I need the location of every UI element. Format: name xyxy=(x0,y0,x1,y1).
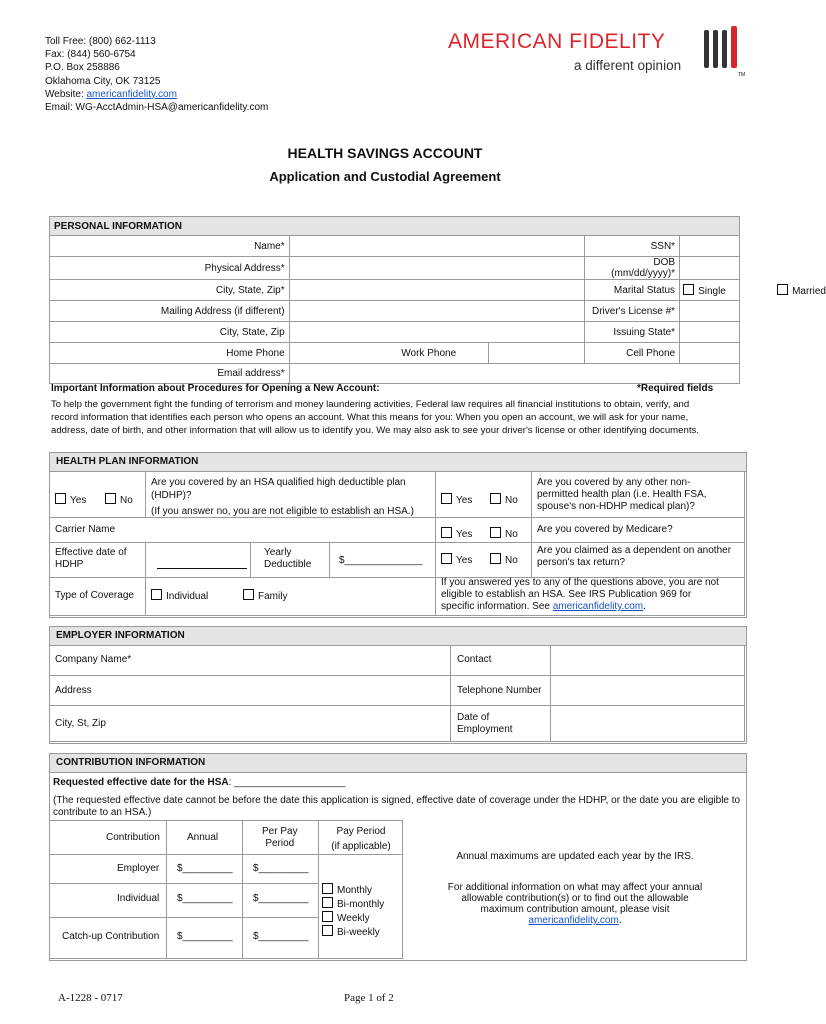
contact-field[interactable] xyxy=(550,645,745,676)
employer-per-pay-field[interactable]: $_________ xyxy=(253,863,309,874)
dependent-no-checkbox[interactable] xyxy=(490,553,501,564)
city-address: Oklahoma City, OK 73125 xyxy=(45,75,161,87)
form-id: A-1228 - 0717 xyxy=(58,992,123,1004)
employer-header: EMPLOYER INFORMATION xyxy=(50,627,746,646)
drivers-license-label: Driver's License #* xyxy=(585,301,680,322)
employer-address-label: Address xyxy=(55,685,92,696)
fax: Fax: (844) 560-6754 xyxy=(45,49,136,61)
page-number: Page 1 of 2 xyxy=(344,992,394,1004)
individual-annual-field[interactable]: $_________ xyxy=(177,893,233,904)
dependent-yes[interactable]: Yes xyxy=(441,553,472,566)
additional-info-link[interactable]: americanfidelity.com xyxy=(528,915,619,926)
weekly-option[interactable]: Weekly xyxy=(322,911,384,925)
employer-city-label: City, St, Zip xyxy=(55,718,106,729)
physical-address-field[interactable] xyxy=(289,257,584,280)
city-state-zip-2-field[interactable] xyxy=(289,322,584,343)
medicare-yes-checkbox[interactable] xyxy=(441,527,452,538)
dob-field[interactable] xyxy=(680,257,740,280)
contact-label: Contact xyxy=(457,654,492,665)
hdhp-no[interactable]: No xyxy=(105,493,133,506)
toll-free: Toll Free: (800) 662-1113 xyxy=(45,36,156,47)
personal-info-table xyxy=(49,216,826,384)
city-state-zip-field[interactable] xyxy=(289,280,584,301)
annual-max-note: Annual maximums are updated each year by the IRS. xyxy=(456,851,694,862)
personal-info-header: PERSONAL INFORMATION xyxy=(50,217,740,236)
pay-period-options xyxy=(322,883,384,939)
mailing-address-label: Mailing Address (if different) xyxy=(50,301,290,322)
bimonthly-option[interactable]: Bi-monthly xyxy=(322,897,384,911)
single-option[interactable]: Single xyxy=(683,284,726,297)
date-employment-label: Date of Employment xyxy=(457,712,513,735)
marital-status-options xyxy=(680,280,826,301)
effective-date-label: Effective date of HDHP xyxy=(55,547,127,570)
telephone-field[interactable] xyxy=(550,675,745,706)
effective-date-field[interactable] xyxy=(157,568,247,569)
individual-row-label: Individual xyxy=(117,893,160,904)
cell-phone-field[interactable] xyxy=(680,343,740,364)
work-phone-cell[interactable] xyxy=(401,343,585,364)
telephone-label: Telephone Number xyxy=(457,685,542,696)
work-phone-label: Work Phone xyxy=(401,347,457,359)
requested-date-line: Requested effective date for the HSA: ____________________ xyxy=(53,777,346,788)
contribution-header: CONTRIBUTION INFORMATION xyxy=(50,754,746,773)
contact-block xyxy=(45,35,268,114)
mailing-address-field[interactable] xyxy=(289,301,584,322)
other-plan-no[interactable]: No xyxy=(490,493,518,506)
deductible-field[interactable]: $______________ xyxy=(339,555,423,566)
yearly-deductible-label: Yearly Deductible xyxy=(264,547,312,570)
home-phone-label: Home Phone xyxy=(50,343,290,364)
col-pay-period: Pay Period (if applicable) xyxy=(331,826,391,852)
name-label: Name* xyxy=(50,236,290,257)
medicare-no[interactable]: No xyxy=(490,527,518,540)
catchup-per-pay-field[interactable]: $_________ xyxy=(253,931,309,942)
dependent-no[interactable]: No xyxy=(490,553,518,566)
eligibility-link[interactable]: americanfidelity.com xyxy=(552,601,644,612)
hdhp-yes-checkbox[interactable] xyxy=(55,493,66,504)
monthly-checkbox[interactable] xyxy=(322,883,333,894)
page-subtitle: Application and Custodial Agreement xyxy=(269,169,501,184)
logo-name: AMERICAN FIDELITY xyxy=(448,30,666,53)
catchup-row-label: Catch-up Contribution xyxy=(62,931,160,942)
home-phone-field[interactable] xyxy=(289,343,489,364)
dependent-yes-checkbox[interactable] xyxy=(441,553,452,564)
coverage-type-label: Type of Coverage xyxy=(55,590,134,601)
ssn-field[interactable] xyxy=(680,236,740,257)
biweekly-option[interactable]: Bi-weekly xyxy=(322,925,384,939)
bimonthly-checkbox[interactable] xyxy=(322,897,333,908)
email-field[interactable] xyxy=(289,364,739,384)
po-box: P.O. Box 258886 xyxy=(45,62,120,74)
eligibility-note: If you answered yes to any of the questions above, you are not eligible to establish an HSA. See IRS Publication 969 for specific information. See americanfidelity.com. xyxy=(441,577,719,612)
col-per-pay-period: Per Pay Period xyxy=(262,826,298,849)
monthly-option[interactable]: Monthly xyxy=(322,883,384,897)
website-line: Website: americanfidelity.com xyxy=(45,88,177,100)
col-annual: Annual xyxy=(187,832,219,843)
issuing-state-field[interactable] xyxy=(680,322,740,343)
individual-checkbox[interactable] xyxy=(151,589,162,600)
city-state-zip-label: City, State, Zip* xyxy=(50,280,290,301)
family-checkbox[interactable] xyxy=(243,589,254,600)
additional-info-note: For additional information on what may affect your annual allowable contribution(s) or to find out the allowable maximum contribution amount, please visit americanfidelity.com. xyxy=(447,882,703,926)
physical-address-label: Physical Address* xyxy=(50,257,290,280)
cell-phone-label: Cell Phone xyxy=(585,343,680,364)
company-name-field[interactable] xyxy=(146,646,449,675)
requested-date-note: (The requested effective date cannot be before the date this application is signed, effective date of coverage under the HDHP, or the date you are eligible to contribute to an HSA.) xyxy=(53,795,741,818)
logo-tagline: a different opinion xyxy=(574,58,682,73)
coverage-family[interactable]: Family xyxy=(243,589,287,602)
hdhp-question: Are you covered by an HSA qualified high deductible plan (HDHP)? (If you answer no, you are not eligible to establish an HSA.) xyxy=(151,477,414,517)
email-label: Email address* xyxy=(50,364,290,384)
married-option[interactable]: Married xyxy=(777,284,826,297)
other-plan-yes-checkbox[interactable] xyxy=(441,493,452,504)
medicare-question: Are you covered by Medicare? xyxy=(537,524,673,535)
important-body: To help the government fight the funding of terrorism and money laundering activities, Federal law requires all financial institutions to obtain, verify, and record information that identifies each person who opens an account. What this means for you: When you open an account, we will ask for your name, address, date of birth, and other information that will allow us to identify you. We may also ask to see your driver's license or other identifying documents. xyxy=(51,399,699,436)
date-employment-field[interactable] xyxy=(550,705,745,742)
other-plan-question: Are you covered by any other non- permitted health plan (i.e. Health FSA, spouse's non-HDHP medical plan)? xyxy=(537,477,707,512)
carrier-name-label: Carrier Name xyxy=(55,524,116,535)
individual-per-pay-field[interactable]: $_________ xyxy=(253,893,309,904)
requested-date-field[interactable]: : ____________________ xyxy=(228,777,346,788)
hdhp-no-checkbox[interactable] xyxy=(105,493,116,504)
issuing-state-label: Issuing State* xyxy=(585,322,680,343)
other-plan-yes[interactable]: Yes xyxy=(441,493,472,506)
dob-label: DOB (mm/dd/yyyy)* xyxy=(585,257,680,280)
health-plan-header: HEALTH PLAN INFORMATION xyxy=(50,453,746,472)
ssn-label: SSN* xyxy=(585,236,680,257)
email: Email: WG-AcctAdmin-HSA@americanfidelity.com xyxy=(45,102,269,114)
catchup-annual-field[interactable]: $_________ xyxy=(177,931,233,942)
single-checkbox[interactable] xyxy=(683,284,694,295)
employer-annual-field[interactable]: $_________ xyxy=(177,863,233,874)
dependent-question: Are you claimed as a dependent on another person's tax return? xyxy=(537,545,732,568)
website-link[interactable]: americanfidelity.com xyxy=(86,88,177,100)
trademark: TM xyxy=(738,72,746,78)
biweekly-checkbox[interactable] xyxy=(322,925,333,936)
other-plan-no-checkbox[interactable] xyxy=(490,493,501,504)
employer-row-label: Employer xyxy=(117,863,160,874)
required-fields-note: *Required fields xyxy=(637,383,714,394)
drivers-license-field[interactable] xyxy=(680,301,740,322)
married-checkbox[interactable] xyxy=(777,284,788,295)
coverage-individual[interactable]: Individual xyxy=(151,589,208,602)
page-title: HEALTH SAVINGS ACCOUNT xyxy=(287,145,483,161)
medicare-yes[interactable]: Yes xyxy=(441,527,472,540)
col-contribution: Contribution xyxy=(106,832,160,843)
city-state-zip-2-label: City, State, Zip xyxy=(50,322,290,343)
marital-status-label: Marital Status xyxy=(585,280,680,301)
name-field[interactable] xyxy=(289,236,584,257)
medicare-no-checkbox[interactable] xyxy=(490,527,501,538)
company-name-label: Company Name* xyxy=(55,654,132,665)
american-fidelity-logo xyxy=(448,30,748,82)
hdhp-yes[interactable]: Yes xyxy=(55,493,86,506)
important-heading: Important Information about Procedures for Opening a New Account: xyxy=(51,383,380,394)
weekly-checkbox[interactable] xyxy=(322,911,333,922)
